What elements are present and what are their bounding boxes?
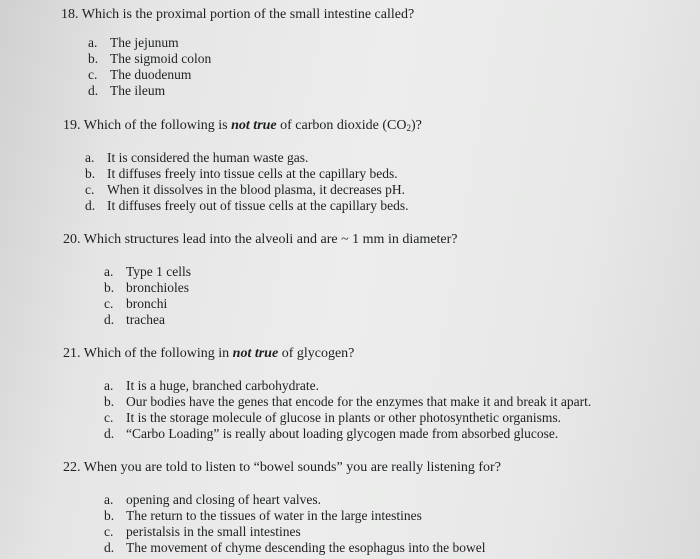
question-number: 22. [63, 460, 81, 475]
option-d: d. The movement of chyme descending the esophagus into the bowel [104, 540, 486, 555]
question-18 [61, 7, 414, 23]
options-22 [104, 492, 486, 556]
options-18 [88, 35, 211, 99]
option-b: b. Our bodies have the genes that encode for the enzymes that make it and break it apart. [104, 394, 592, 409]
option-d: d. The ileum [88, 83, 166, 98]
question-text: Which structures lead into the alveoli and are ~ 1 mm in diameter? [83, 232, 458, 247]
option-a: a. opening and closing of heart valves. [104, 492, 321, 507]
option-c: c. It is the storage molecule of glucose in plants or other photosynthetic organisms. [104, 410, 562, 425]
option-a: a. The jejunum [88, 35, 179, 50]
question-text: Which of the following in not true of glycogen? [83, 346, 355, 361]
question-number: 18. [61, 7, 79, 22]
option-b: b. The sigmoid colon [88, 51, 212, 66]
question-number: 20. [63, 232, 81, 247]
option-d: d. It diffuses freely out of tissue cells at the capillary beds. [85, 198, 409, 213]
option-c: c. The duodenum [88, 67, 192, 82]
question-text: Which is the proximal portion of the small intestine called? [81, 7, 415, 22]
question-text: Which of the following is not true of carbon dioxide $(CO_2)$? [83, 118, 422, 133]
option-a: a. It is a huge, branched carbohydrate. [104, 378, 320, 393]
option-a: a. It is considered the human waste gas. [85, 150, 309, 165]
option-b: b. bronchioles [104, 280, 189, 295]
question-number: 21. [63, 346, 81, 361]
option-c: c. When it dissolves in the blood plasma, it decreases pH. [85, 182, 406, 197]
question-21 [63, 346, 354, 362]
options-20 [104, 264, 191, 328]
options-21 [104, 378, 591, 442]
question-20 [63, 232, 458, 248]
option-b: b. It diffuses freely into tissue cells at the capillary beds. [85, 166, 398, 181]
question-22 [63, 460, 501, 476]
emphasis-not-true: not true [231, 118, 277, 133]
option-b: b. The return to the tissues of water in the large intestines [104, 508, 422, 523]
question-text: When you are told to listen to “bowel sounds” you are really listening for? [83, 460, 501, 475]
question-19 [63, 118, 422, 134]
option-d: d. “Carbo Loading” is really about loading glycogen made from absorbed glucose. [104, 426, 559, 441]
emphasis-not-true: not true [232, 346, 279, 361]
option-a: a. Type 1 cells [104, 264, 192, 279]
options-19 [85, 150, 409, 214]
option-c: c. bronchi [104, 296, 168, 311]
option-d: d. trachea [104, 312, 165, 327]
option-c: c. peristalsis in the small intestines [104, 524, 301, 539]
question-number: 19. [63, 118, 81, 133]
